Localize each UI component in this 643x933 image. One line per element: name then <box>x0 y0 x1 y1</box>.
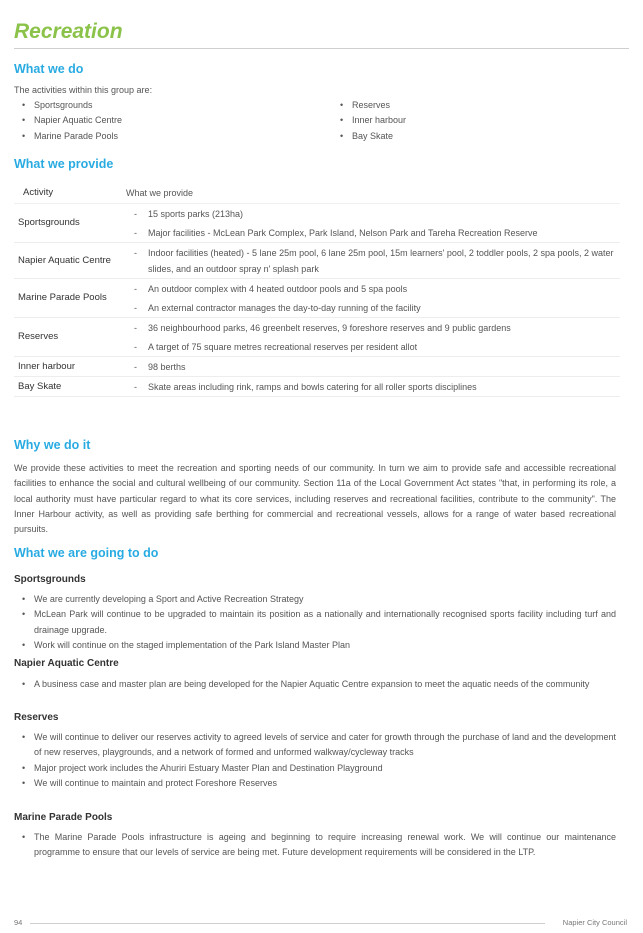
footer-organisation: Napier City Council <box>562 918 627 927</box>
provision-item: - A target of 75 square metres recreational reserves per resident allot <box>126 337 620 356</box>
list-item: • A business case and master plan are being developed for the Napier Aquatic Centre expansion to meet the aquatic needs of the community <box>22 677 616 692</box>
list-item: • We will continue to maintain and protect Foreshore Reserves <box>22 776 616 791</box>
row-activity: Marine Parade Pools <box>18 292 107 303</box>
list-item: • Bay Skate <box>340 129 622 144</box>
list-item: • The Marine Parade Pools infrastructure is ageing and beginning to require increasing renewal work. We will continue our maintenance programme to ensure that our levels of service are being met. Future development requirements will be considered in the LTP. <box>22 830 616 861</box>
why-we-do-it-text: We provide these activities to meet the recreation and sporting needs of our community. In turn we aim to provide safe and accessible recreational facilities to enhance the social and cultural wellbeing of our community. Section 11a of the Local Government Act states "that, in performing its role, a local authority must have particular regard to what its core services, including reserves and recreational facilities, contribute to the community". The Inner Harbour activity, as well as providing safe berthing for commercial and recreational vessels, allows for a range of water based recreational pursuits. <box>14 463 616 535</box>
list-item: • Sportsgrounds <box>22 98 340 113</box>
what-we-provide-heading: What we provide <box>14 157 114 171</box>
provision-item: - 15 sports parks (213ha) <box>126 204 620 223</box>
what-we-do-heading: What we do <box>14 62 84 76</box>
activities-list <box>22 98 622 144</box>
list-item: • Marine Parade Pools <box>22 129 340 144</box>
what-we-do-intro: The activities within this group are: <box>14 85 153 95</box>
row-activity: Sportsgrounds <box>18 217 80 228</box>
list-item: • McLean Park will continue to be upgraded to maintain its position as a nationally and internationally recognised sports facility including turf and drainage upgrade. <box>22 607 616 638</box>
provision-item: - Skate areas including rink, ramps and bowls catering for all roller sports disciplines <box>126 377 620 396</box>
provision-item: - An outdoor complex with 4 heated outdoor pools and 5 spa pools <box>126 279 620 298</box>
sportsgrounds-list <box>22 592 616 653</box>
table-row <box>14 279 620 318</box>
row-activity: Bay Skate <box>18 380 62 392</box>
page-title: Recreation <box>14 20 123 43</box>
provision-table <box>14 182 620 397</box>
table-row <box>14 357 620 377</box>
marine-parade-pools-subheading: Marine Parade Pools <box>14 812 113 823</box>
list-item: • Work will continue on the staged implementation of the Park Island Master Plan <box>22 638 616 653</box>
reserves-subheading: Reserves <box>14 712 59 723</box>
why-we-do-it-heading: Why we do it <box>14 438 91 452</box>
table-header <box>14 182 620 204</box>
footer-divider <box>30 923 545 924</box>
provision-item: - 36 neighbourhood parks, 46 greenbelt reserves, 9 foreshore reserves and 9 public gardens <box>126 318 620 337</box>
provision-item: - An external contractor manages the day-to-day running of the facility <box>126 298 620 317</box>
provision-item: - Major facilities - McLean Park Complex, Park Island, Nelson Park and Tareha Recreation Reserve <box>126 223 620 242</box>
aquatic-centre-subheading: Napier Aquatic Centre <box>14 658 119 669</box>
page-number: 94 <box>14 918 23 927</box>
list-item: • We are currently developing a Sport and Active Recreation Strategy <box>22 592 616 607</box>
list-item: • We will continue to deliver our reserves activity to agreed levels of service and cater for growth through the purchase of land and the development of new reserves, playgrounds, and a network of formed and unformed walkway/cycleway tracks <box>22 730 616 761</box>
row-activity: Inner harbour <box>18 360 76 372</box>
column-header-provide: What we provide <box>126 187 194 198</box>
going-to-do-heading: What we are going to do <box>14 546 159 560</box>
table-row <box>14 318 620 357</box>
provision-item: - 98 berths <box>126 357 620 376</box>
aquatic-centre-list <box>22 677 616 692</box>
title-divider <box>14 48 629 49</box>
table-row <box>14 377 620 397</box>
marine-parade-pools-list <box>22 830 616 861</box>
row-activity: Reserves <box>18 331 59 342</box>
table-row <box>14 204 620 243</box>
reserves-list <box>22 730 616 791</box>
list-item: • Major project work includes the Ahuriri Estuary Master Plan and Destination Playground <box>22 761 616 776</box>
table-row <box>14 243 620 279</box>
list-item: • Napier Aquatic Centre <box>22 113 340 128</box>
row-activity: Napier Aquatic Centre <box>18 254 111 266</box>
column-header-activity: Activity <box>23 186 54 198</box>
list-item: • Reserves <box>340 98 622 113</box>
list-item: • Inner harbour <box>340 113 622 128</box>
sportsgrounds-subheading: Sportsgrounds <box>14 574 86 585</box>
provision-item: - Indoor facilities (heated) - 5 lane 25m pool, 6 lane 25m pool, 15m learners' pool, 2 toddler pools, 2 spa pools, 2 water slides, and an outdoor spray n' splash park <box>126 243 620 278</box>
